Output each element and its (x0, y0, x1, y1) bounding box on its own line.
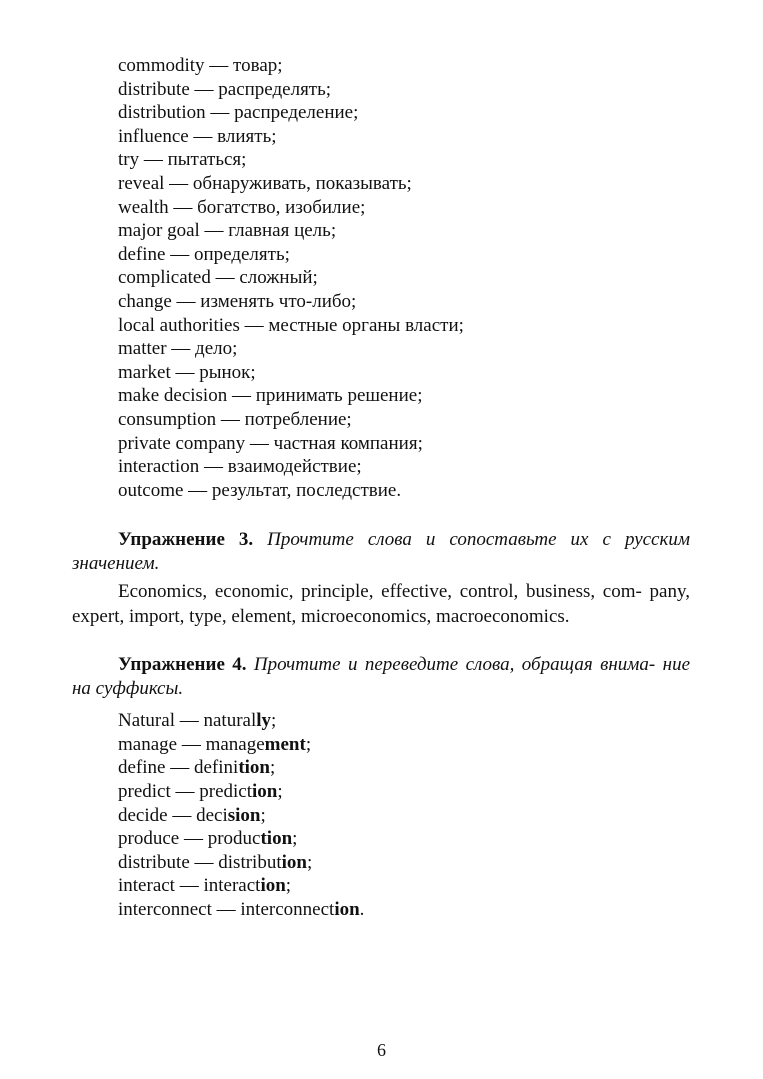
vocab-item: market — рынок; (118, 361, 256, 383)
suffix-word-list (118, 709, 690, 921)
exercise-4 (72, 653, 690, 921)
exercise-4-instruction-cont: ние на суффиксы. (72, 654, 691, 700)
vocab-item: wealth — богатство, изобилие; (118, 196, 366, 218)
suffix-highlight: tion (260, 828, 293, 850)
suffix-highlight: ion (334, 899, 360, 921)
vocab-item: interaction — взаимодействие; (118, 456, 362, 478)
suffix-pair: predict — prediction; (118, 781, 283, 803)
suffix-highlight: ion (260, 875, 286, 897)
vocabulary-list (118, 54, 690, 502)
exercise-3-label: Упражнение 3. (118, 529, 254, 551)
suffix-highlight: ion (281, 851, 307, 873)
suffix-pair: interconnect — interconnection. (118, 899, 365, 921)
suffix-highlight: sion (227, 804, 261, 826)
vocab-item: commodity — товар; (118, 55, 283, 76)
exercise-4-label: Упражнение 4. (118, 654, 247, 676)
vocab-item: reveal — обнаруживать, показывать; (118, 172, 412, 194)
exercise-3-instruction-cont: значением. (72, 553, 160, 575)
vocab-item: consumption — потребление; (118, 408, 352, 430)
suffix-pair: distribute — distribution; (118, 851, 313, 873)
exercise-3-instruction: Прочтите слова и сопоставьте их с русским (267, 529, 690, 551)
vocab-item: matter — дело; (118, 338, 238, 360)
vocab-item: make decision — принимать решение; (118, 385, 423, 407)
vocab-item: distribution — распределение; (118, 102, 359, 124)
vocab-item: local authorities — местные органы власти; (118, 314, 464, 336)
suffix-highlight: ly (256, 710, 272, 732)
exercise-3-words-line1: Economics, economic, principle, effective, control, business, com- (118, 581, 642, 603)
suffix-pair: decide — decision; (118, 804, 266, 826)
vocab-item: private company — частная компания; (118, 432, 423, 454)
document-page (72, 54, 690, 922)
vocab-item: outcome — результат, последствие. (118, 479, 402, 501)
exercise-3-words (72, 580, 690, 629)
vocab-item: try — пытаться; (118, 149, 247, 171)
exercise-3-words-line2: pany, expert, import, type, element, microeconomics, macroeconomics. (72, 581, 690, 627)
vocab-item: complicated — сложный; (118, 267, 318, 289)
suffix-highlight: ment (264, 733, 306, 755)
suffix-highlight: ion (252, 781, 278, 803)
exercise-3-heading (72, 528, 690, 576)
vocab-item: distribute — распределять; (118, 78, 332, 100)
page-number: 6 (377, 1040, 386, 1060)
vocab-item: change — изменять что-либо; (118, 290, 357, 312)
exercise-4-heading (72, 653, 690, 701)
exercise-4-instruction: Прочтите и переведите слова, обращая внима- (253, 654, 656, 676)
vocab-item: influence — влиять; (118, 125, 277, 147)
suffix-pair: manage — management; (118, 733, 312, 755)
exercise-3 (72, 528, 690, 629)
suffix-highlight: tion (238, 757, 270, 779)
vocab-item: major goal — главная цель; (118, 220, 337, 242)
suffix-pair: interact — interaction; (118, 875, 292, 897)
vocab-item: define — определять; (118, 243, 290, 265)
suffix-pair: Natural — naturally; (118, 710, 277, 732)
suffix-pair: produce — production; (118, 828, 298, 850)
suffix-pair: define — definition; (118, 757, 276, 779)
